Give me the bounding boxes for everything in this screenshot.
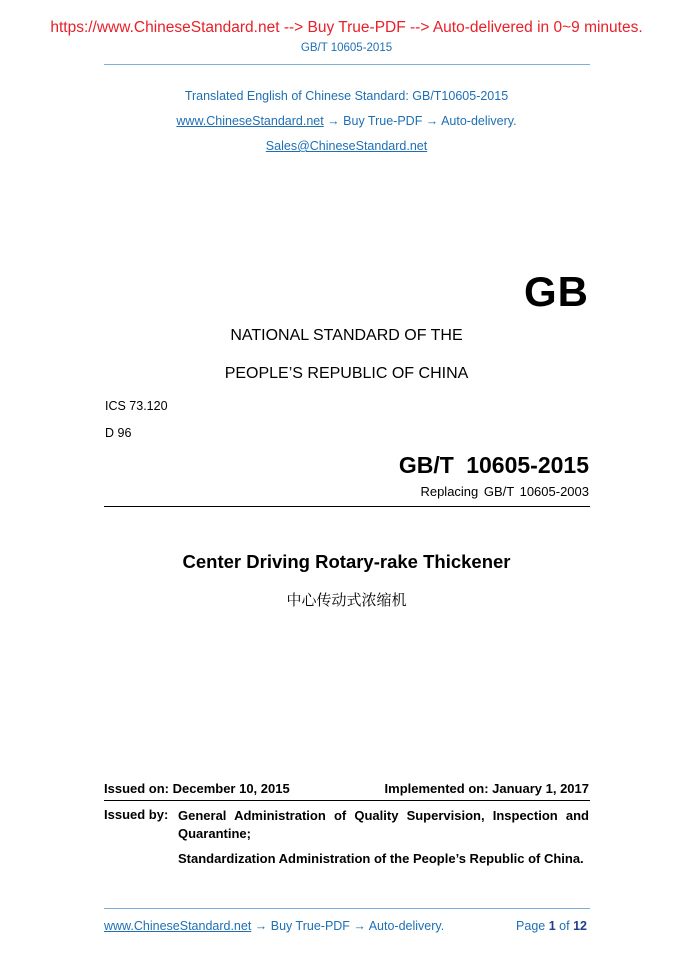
national-standard-line1: NATIONAL STANDARD OF THE [230,327,463,344]
page-total: 12 [573,919,587,933]
buy-pdf-note: → Buy True-PDF → Auto-delivery. [323,114,517,128]
footer-chinesestandard-link[interactable]: www.ChineseStandard.net [104,919,252,933]
code-divider [104,506,590,507]
page-current: 1 [548,919,556,933]
header-divider [104,64,590,65]
footer-buy-note: → Buy True-PDF → Auto-delivery. [251,919,445,933]
page-label: Page [516,919,546,933]
chinesestandard-link[interactable]: www.ChineseStandard.net [176,114,324,128]
gb-mark: GB [524,268,589,315]
page-of: of [559,919,570,933]
standard-code: GB/T 10605-2015 [398,452,589,478]
sales-email-link[interactable]: Sales@ChineseStandard.net [265,139,428,153]
issuer-sac: Standardization Administration of the People’s Republic of China. [178,851,584,866]
issued-on: Issued on: December 10, 2015 [104,781,290,796]
ics-code: ICS 73.120 [105,399,168,413]
document-title-cn: 中心传动式浓缩机 [286,591,407,609]
header-doc-code: GB/T 10605-2015 [300,42,393,54]
ccs-code: D 96 [105,426,132,440]
issued-by-label: Issued by: [104,807,169,822]
national-standard-line2: PEOPLE’S REPUBLIC OF CHINA [224,365,469,382]
issuer-aqsiq: General Administration of Quality Supervision, Inspection and Quarantine; [178,808,589,841]
promo-banner[interactable]: https://www.ChineseStandard.net --> Buy True-PDF --> Auto-delivered in 0~9 minutes. [50,19,643,36]
translation-links [0,114,693,128]
footer-links [104,919,444,933]
footer-divider [104,908,590,909]
page-indicator [516,919,587,933]
implemented-on: Implemented on: January 1, 2017 [384,781,589,796]
issue-divider [104,800,590,801]
translation-note: Translated English of Chinese Standard: GB/T10605-2015 [184,89,509,103]
document-title-en: Center Driving Rotary-rake Thickener [182,551,511,572]
replacing-note: Replacing GB/T 10605-2003 [420,484,589,499]
sales-email-line [0,139,693,153]
